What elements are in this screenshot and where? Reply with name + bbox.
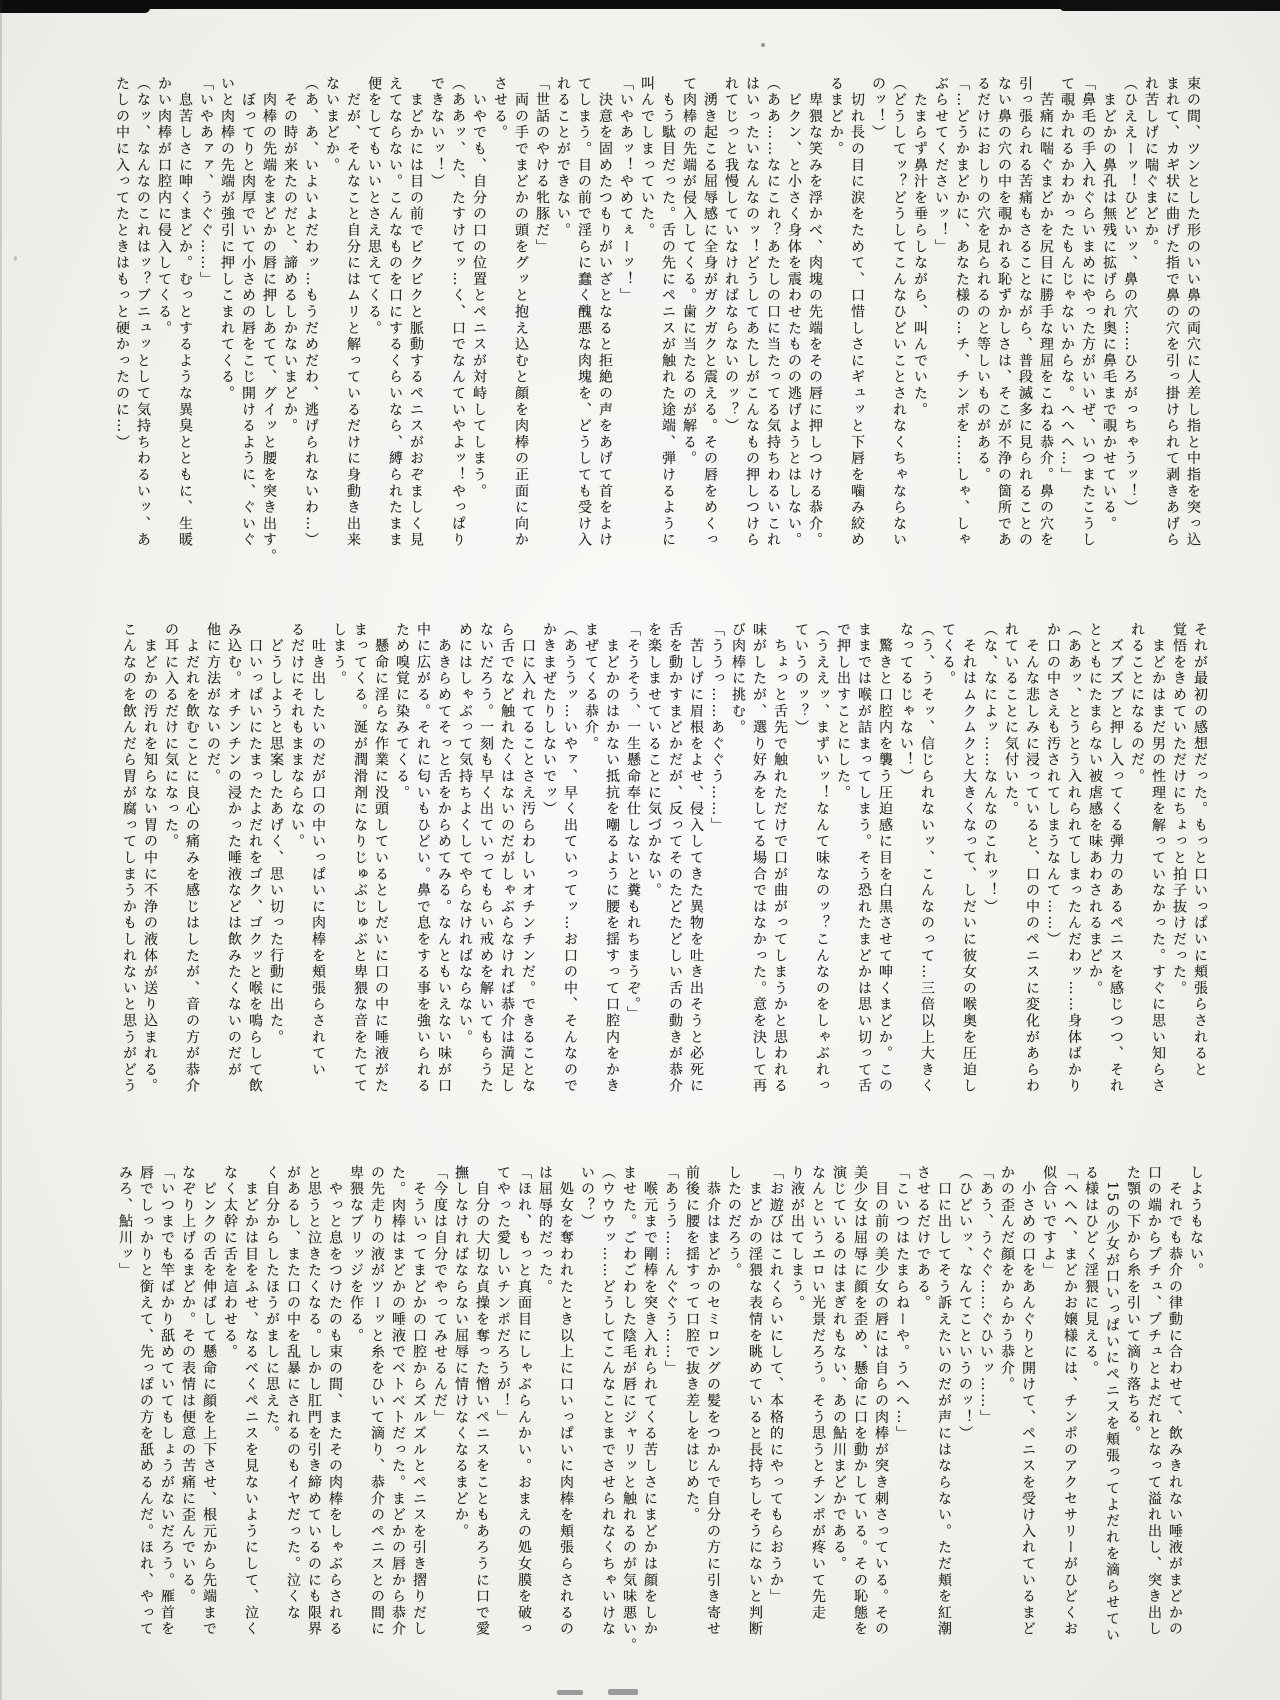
text-column: び肉棒に挑む。 bbox=[730, 622, 746, 737]
text-column: 「ううっ……あぐぐう……」 bbox=[709, 622, 725, 834]
text-column: れていることに気付いた。 bbox=[1003, 622, 1019, 818]
text-column: 「いやあッ！やめてぇーッ！」 bbox=[618, 76, 634, 305]
text-column: 前後に腰を揺すって口腔で抜き差しをはじめた。 bbox=[684, 1165, 700, 1524]
text-column: 「お遊びはこれくらいにして、本格的にやってもらおうか」 bbox=[768, 1165, 784, 1606]
text-column: の先走りの液がツーッと糸をひいて滴り、恭介のペニスとの間に bbox=[369, 1165, 385, 1638]
text-column: た顎の下から糸を引いて滴り落ちる。 bbox=[1125, 1165, 1141, 1443]
text-column: まどかの淫猥な表情を眺めていると長持ちしそうにないと判断 bbox=[747, 1165, 763, 1638]
text-column: 中に広がる。それに匂いもひどい。鼻で息をする事を強いられる bbox=[415, 622, 431, 1095]
text-column: 卑猥なブリッジを作る。 bbox=[348, 1165, 364, 1345]
text-column: ズブズブと押し入ってくる弾力のあるペニスを感じつつ、それ bbox=[1108, 622, 1124, 1095]
text-column: のッ！） bbox=[870, 76, 886, 142]
text-column: 両の手でまどかの頭をグッと抱え込むと顔を肉棒の正面に向か bbox=[513, 76, 529, 549]
text-column: まどかの汚れを知らない胃の中に不浄の液体が送り込まれる。 bbox=[142, 622, 158, 1095]
text-column: まってくる。涎が潤滑剤になりじゅぶじゅぶと卑猥な音をたてて bbox=[352, 622, 368, 1095]
text-block-bottom bbox=[114, 1165, 1206, 1654]
text-column: で押し出すことにした。 bbox=[835, 622, 851, 802]
text-column: （ひええーッ！ひどいッ、鼻の穴……ひろがっちゃうッ！） bbox=[1122, 76, 1138, 517]
text-column: させるだけである。 bbox=[915, 1165, 931, 1312]
text-column: れ苦しげに喘ぐまどか。 bbox=[1143, 76, 1159, 256]
text-column: れることになるのだ。 bbox=[1129, 622, 1145, 785]
text-column: と思うと泣きたくなる。しかし肛門を引き締めているのにも限界 bbox=[306, 1165, 322, 1638]
text-column: したのだろう。 bbox=[726, 1165, 742, 1280]
text-column: 恭介はまどかのセミロングの髪をつかんで自分の方に引き寄せ bbox=[705, 1165, 721, 1638]
text-column: 「へへへ、まどかお嬢様には、チンポのアクセサリーがひどくお bbox=[1062, 1165, 1078, 1638]
text-column: （ウウウッ……どうしてこんなことまでさせられなくちゃいけな bbox=[600, 1165, 616, 1638]
text-column: 「こいつはたまらねーや。うへへ…」 bbox=[894, 1165, 910, 1443]
scan-bottom-artifact bbox=[557, 1690, 583, 1695]
scan-speck bbox=[14, 256, 17, 261]
text-column: まどかは目をふせ、なるべくペニスを見ないようにして、泣く bbox=[243, 1165, 259, 1638]
text-column: しまう。 bbox=[331, 622, 347, 688]
text-column: （あううッ…いやァ、早く出ていってッ…お口の中、そんなので bbox=[562, 622, 578, 1095]
text-column: そんな悲しみに浸っていると、口の中のペニスに変化があらわ bbox=[1024, 622, 1040, 1095]
text-column: 15の少女が口いっぱいにペニスを頬張ってよだれを滴らせてい bbox=[1104, 1165, 1120, 1644]
text-column: （どうしてッ？どうしてこんなひどいことされなくちゃならない bbox=[891, 76, 907, 549]
text-column: てくる。 bbox=[940, 622, 956, 688]
text-column: よだれを飲むことに良心の痛みを感じはしたが、音の方が恭介 bbox=[184, 622, 200, 1095]
text-column: 決意を固めたつもりがいざとなると拒絶の声をあげて首をよけ bbox=[597, 76, 613, 549]
text-column: しようもない。 bbox=[1188, 1165, 1204, 1280]
text-column: 唇でしっかりと銜えて、先っぽの方を舐めるんだ。ほれ、やって bbox=[138, 1165, 154, 1638]
text-column: 肉棒の先端をまどかの唇に押しあてて、グイッと腰を突き出す。 bbox=[261, 76, 277, 565]
text-column: はいったいなんなのッ！どうしてあたしがこんなもの押しつけら bbox=[744, 76, 760, 549]
text-column: てやった愛しいチンポだろうが！」 bbox=[495, 1165, 511, 1426]
text-column: 小さめの口をあんぐりと開けて、ペニスを受け入れているまど bbox=[1020, 1165, 1036, 1638]
text-column: く自分からしたほうがましに思えた。 bbox=[264, 1165, 280, 1443]
text-column: なってるじゃない！） bbox=[898, 622, 914, 785]
text-column: みろ、鮎川ッ」 bbox=[117, 1165, 133, 1280]
text-column: たしの中に入ってたときはもっと硬かったのに…） bbox=[114, 76, 130, 451]
text-column: えてならない。こんなものを口にするくらいなら、縛られたまま bbox=[387, 76, 403, 549]
scan-speck bbox=[761, 43, 765, 47]
text-column: 「あう、うぐぐ……ぐひいッ……」 bbox=[978, 1165, 994, 1426]
text-column: 舌を動かすまどかだが、反ってそのたどたどしい舌の動きが恭介 bbox=[667, 622, 683, 1095]
text-column: なぞり上げるまどか。その表情は便意の苦痛に歪んでいる。 bbox=[180, 1165, 196, 1606]
scan-edge-left bbox=[0, 0, 2, 1700]
text-column: かい肉棒が口腔内に侵入してくる。 bbox=[156, 76, 172, 337]
text-column: り液が出てしまう。 bbox=[789, 1165, 805, 1312]
text-column: まどかのはかない抵抗を嘲るように腰を揺すって口腔内をかき bbox=[604, 622, 620, 1095]
text-column: ぼってりと肉厚でいて小さめの唇をこじ開けるように、ぐいぐ bbox=[240, 76, 256, 549]
text-column: 「いつまでも竿ばかり舐めていてもしょうがないだろう。雁首を bbox=[159, 1165, 175, 1638]
text-column: ない鼻の穴の中を覗かれる恥ずかしさは、そこが不浄の箇所であ bbox=[996, 76, 1012, 549]
text-column: 口に入れてることさえ汚らわしいオチンチンだ。できることな bbox=[520, 622, 536, 1095]
text-column: （なッ、なんなのこれはッ？ブニュッとして気持ちわるいッ、あ bbox=[135, 76, 151, 549]
text-column: 卑猥な笑みを浮かべ、肉塊の先端をその唇に押しつける恭介。 bbox=[807, 76, 823, 549]
text-column: やっと息をつけたのも束の間、またその肉棒をしゃぶらされる bbox=[327, 1165, 343, 1638]
text-column: まどかはまだ男の性理を解っていなかった。すぐに思い知らさ bbox=[1150, 622, 1166, 1095]
text-column: ピンクの舌を伸ばして懸命に顔を上下させ、根元から先端まで bbox=[201, 1165, 217, 1638]
text-column: 引っ張られる苦痛もさることながら、普段滅多に見られることの bbox=[1017, 76, 1033, 549]
text-column: どうしようと思案したあげく、思い切った行動に出た。 bbox=[268, 622, 284, 1046]
text-column: まぜてくる恭介。 bbox=[583, 622, 599, 753]
text-column: それはムクムクと大きくなって、しだいに彼女の喉奥を圧迫し bbox=[961, 622, 977, 1095]
text-column: ていうのッ？） bbox=[793, 622, 809, 737]
text-column: 苦しげに眉根をよせ、侵入してきた異物を吐き出そうと必死に bbox=[688, 622, 704, 1095]
text-column: なく太幹に舌を這わせる。 bbox=[222, 1165, 238, 1361]
text-column: （う、うそッ、信じられないッ、こんなのって…三倍以上大きく bbox=[919, 622, 935, 1095]
text-column: 覚悟をきめていただけにちょっと拍子抜けだった。 bbox=[1171, 622, 1187, 997]
text-column: （ああ……なにこれ？あたしの口に当たってる気持ちわるいこれ bbox=[765, 76, 781, 549]
text-column: 自分の大切な貞操を奪った憎いペニスをこともあろうに口で愛 bbox=[474, 1165, 490, 1638]
text-column: 「ほれ、もっと真面目にしゃぶらんかい。おまえの処女膜を破っ bbox=[516, 1165, 532, 1638]
text-column: 味がしたが、選り好みをしてる場合ではなかった。意を決して再 bbox=[751, 622, 767, 1095]
text-column: 他に方法がないのだ。 bbox=[205, 622, 221, 785]
text-column: 便をしてもいいとさえ思えてくる。 bbox=[366, 76, 382, 337]
text-column: めにはしゃぶって気持ちよくしてやらなければならない。 bbox=[457, 622, 473, 1046]
text-column: ビクン、と小さく身体を震わせたものの逃げようとはしない。 bbox=[786, 76, 802, 549]
text-column: 湧き起こる屈辱感に全身がガクガクと震える。その唇をめくっ bbox=[702, 76, 718, 549]
text-column: その時が来たのだと、諦めるしかないまどか。 bbox=[282, 76, 298, 435]
text-column: るまどか。 bbox=[828, 76, 844, 158]
text-column: かの歪んだ顔をからかう恭介。 bbox=[999, 1165, 1015, 1394]
text-column: あきらめてそっと舌をからめてみる。なんともいえない味が口 bbox=[436, 622, 452, 1095]
text-column: れることができない。 bbox=[555, 76, 571, 239]
text-column: る様はひどく淫猥に見える。 bbox=[1083, 1165, 1099, 1377]
text-column: ままでは喉が詰まってしまう。そう恐れたまどかは思い切って舌 bbox=[856, 622, 872, 1095]
scan-edge-top-left-blob bbox=[0, 0, 150, 13]
text-column: 目の前の美少女の唇には自らの肉棒が突き刺さっている。その bbox=[873, 1165, 889, 1638]
text-column: ませた。ごわごわした陰毛が唇にジャリッと触れるのが気味悪い。 bbox=[621, 1165, 637, 1654]
text-column: 喉元まで剛棒を突き入れられてくる苦しさにまどかは顔をしか bbox=[642, 1165, 658, 1638]
text-column: 口に出してそう訴えたいのだが声にはならない。ただ頬を紅潮 bbox=[936, 1165, 952, 1638]
text-column: いやでも、自分の口の位置とペニスが対峙してしまう。 bbox=[471, 76, 487, 500]
text-column: た。肉棒はまどかの唾液でベトベトだった。まどかの唇から恭介 bbox=[390, 1165, 406, 1638]
text-column: ないまどか。 bbox=[324, 76, 340, 174]
text-column: それが最初の感想だった。もっと口いっぱいに頬張らされると bbox=[1192, 622, 1208, 1079]
text-column: 「今度は自分でやってみせるんだ」 bbox=[432, 1165, 448, 1426]
text-column: れてじっと我慢していなければならないのッ？） bbox=[723, 76, 739, 435]
text-column: 「…どうかまどかに、あなた様の…チ、チンポを……しゃ、しゃ bbox=[954, 76, 970, 549]
text-column: があるし、また口の中を乱暴にされるのもイヤだった。泣くな bbox=[285, 1165, 301, 1622]
text-column: を楽しませていることに気づかない。 bbox=[646, 622, 662, 900]
text-column: いと肉棒の先端が強引に押しこまれてくる。 bbox=[219, 76, 235, 402]
text-column: （うええッ、まずいッ！なんて味なのッ？こんなのをしゃぶれっ bbox=[814, 622, 830, 1095]
text-column: 驚きと口腔内を襲う圧迫感に目を白黒させて呻くまどか。この bbox=[877, 622, 893, 1095]
text-column: たまらず鼻汁を垂らしながら、叫んでいた。 bbox=[912, 76, 928, 419]
text-column: そういってまどかの口腔からズルズルとペニスを引き摺りだし bbox=[411, 1165, 427, 1638]
text-column: てしまう。目の前で淫らに蠢く醜悪な肉塊を、どうしても受け入 bbox=[576, 76, 592, 549]
scan-edge-top-right-blob bbox=[1060, 0, 1280, 11]
text-column: 「そうそう、一生懸命奉仕しないと糞もれちまうぞ。」 bbox=[625, 622, 641, 1023]
text-column: まどかの鼻孔は無残に拡げられ奥に鼻毛まで覗かせている。 bbox=[1101, 76, 1117, 533]
text-column: 束の間、ツンとした形のいい鼻の両穴に人差し指と中指を突っ込 bbox=[1185, 76, 1201, 549]
text-column: （ああッ、た、たすけてッ…く、口でなんていやよッ！やっぱり bbox=[450, 76, 466, 549]
text-column: 「世話のやける牝豚だ」 bbox=[534, 76, 550, 256]
text-column: 息苦しさに呻くまどか。むっとするような異臭とともに、生暖 bbox=[177, 76, 193, 549]
text-column: の耳に入るだけに気になった。 bbox=[163, 622, 179, 851]
text-column: させる。 bbox=[492, 76, 508, 142]
text-column: は屈辱的だった。 bbox=[537, 1165, 553, 1296]
text-column: 口の端からプチュ、プチュとよだれとなって溢れ出し、突き出し bbox=[1146, 1165, 1162, 1638]
scan-bottom-artifact bbox=[608, 1689, 638, 1695]
text-column: 演じているのはまぎれもない、あの鮎川まどかである。 bbox=[831, 1165, 847, 1573]
text-column: るだけにそれもままならない。 bbox=[289, 622, 305, 851]
text-block-top bbox=[111, 76, 1203, 565]
text-column: 吐き出したいのだが口の中いっぱいに肉棒を頬張らされてい bbox=[310, 622, 326, 1079]
text-column: まどかには目の前でビクビクと脈動するペニスがおぞましく見 bbox=[408, 76, 424, 549]
text-column: 似合いですよ」 bbox=[1041, 1165, 1057, 1280]
text-column: ないだろう。一刻も早く出ていってもらい戒めを解いてもらうた bbox=[478, 622, 494, 1095]
text-column: もう駄目だった。舌の先にペニスが触れた途端、弾けるように bbox=[660, 76, 676, 549]
text-column: 処女を奪われたとき以上に口いっぱいに肉棒を頬張らされるの bbox=[558, 1165, 574, 1638]
text-column: 口いっぱいにたまったよだれをゴク、ゴクッと喉を鳴らして飲 bbox=[247, 622, 263, 1095]
text-column: まれて、カギ状に曲げた指で鼻の穴を引っ掛けられて剥きあげら bbox=[1164, 76, 1180, 549]
text-column: 「あうう……んぐぐう……」 bbox=[663, 1165, 679, 1377]
text-column: できないッ！） bbox=[429, 76, 445, 191]
text-column: いの？） bbox=[579, 1165, 595, 1231]
text-column: 切れ長の目に涙をためて、口惜しさにギュッと下唇を噛み絞め bbox=[849, 76, 865, 549]
text-column: 撫しなければならない屈辱に情けなくなるまどか。 bbox=[453, 1165, 469, 1540]
text-column: て覗かれるかわかったもんじゃないからな。へへへ…」 bbox=[1059, 76, 1075, 484]
text-column: ら舌でなど触れたくはないのだがしゃぶらなければ恭介は満足し bbox=[499, 622, 515, 1095]
text-column: ちょっと舌先で触れただけで口が曲がってしまうかと思われる bbox=[772, 622, 788, 1095]
text-column: （ああッ、とうとう入れられてしまったんだわッ……身体ばかり bbox=[1066, 622, 1082, 1095]
text-column: だが、そんなこと自分にはムリと解っているだけに身動き出来 bbox=[345, 76, 361, 549]
text-column: て肉棒の先端が侵入してくる。歯に当たるのが解る。 bbox=[681, 76, 697, 468]
text-column: それでも恭介の律動に合わせて、飲みきれない唾液がまどかの bbox=[1167, 1165, 1183, 1638]
text-column: か口の中さえも汚されてしまうなんて……） bbox=[1045, 622, 1061, 948]
text-column: （あ、あ、いよいよだわッ…もうだめだわ、逃げられないわ…） bbox=[303, 76, 319, 549]
text-column: るだけにおしりの穴を見られるのと等しいものがある。 bbox=[975, 76, 991, 484]
text-column: かきまぜたりしないでッ） bbox=[541, 622, 557, 818]
text-column: 苦痛に喘ぐまどかを尻目に勝手な理屈をこねる恭介。鼻の穴を bbox=[1038, 76, 1054, 549]
text-column: とともにたまらない被虐感を味あわされるまどか。 bbox=[1087, 622, 1103, 997]
text-column: （な、なによッ……なんなのこれッ！） bbox=[982, 622, 998, 916]
text-column: （ひどいッ、なんてこというのッ！） bbox=[957, 1165, 973, 1443]
text-block-middle bbox=[118, 622, 1210, 1100]
text-column: 美少女は屈辱に顔を歪め、懸命に口を動かしている。その恥態を bbox=[852, 1165, 868, 1638]
text-column: ため嗅覚に染みてくる。 bbox=[394, 622, 410, 802]
text-column: 「いやあァァ、うぐぐ……」 bbox=[198, 76, 214, 288]
text-column: こんなのを飲んだら胃が腐ってしまうかもしれないと思うがどう bbox=[121, 622, 137, 1095]
text-column: 叫んでしまっていた。 bbox=[639, 76, 655, 239]
text-column: なんというエロい光景だろう。そう思うとチンポが疼いて先走 bbox=[810, 1165, 826, 1622]
text-column: 「鼻毛の手入れぐらいまめにやった方がいいぜ、いつまたこうし bbox=[1080, 76, 1096, 549]
text-column: み込む。オチンチンの浸かった唾液などは飲みたくないのだが bbox=[226, 622, 242, 1079]
text-column: 懸命に淫らな作業に没頭しているとしだいに口の中に唾液がた bbox=[373, 622, 389, 1095]
text-column: ぶらせてくださいッ！」 bbox=[933, 76, 949, 256]
